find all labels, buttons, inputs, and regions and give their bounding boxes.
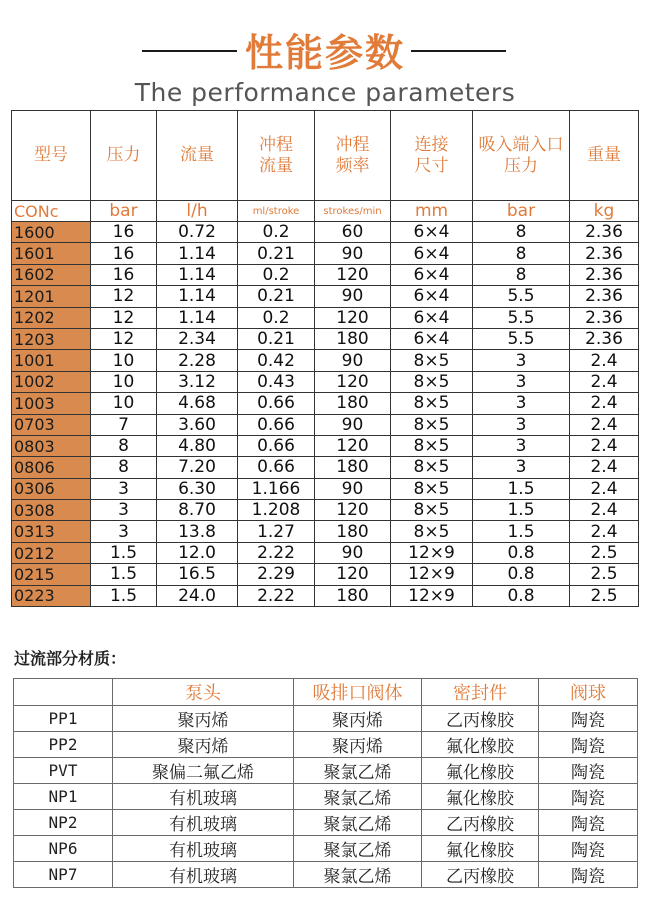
table-cell: 60 <box>315 222 391 243</box>
table-cell: 聚丙烯 <box>294 706 422 732</box>
table-cell: 聚丙烯 <box>113 732 294 758</box>
table-cell: 陶瓷 <box>539 758 638 784</box>
table-cell: 0.8 <box>473 542 570 563</box>
table-row <box>12 478 639 499</box>
table-cell: 8×5 <box>391 478 473 499</box>
table-cell: 3 <box>473 435 570 456</box>
table-cell: 8×5 <box>391 393 473 414</box>
table-cell: 7 <box>91 414 157 435</box>
table-cell: 1.5 <box>473 478 570 499</box>
table-row <box>12 350 639 371</box>
page-subtitle: The performance parameters <box>134 78 516 107</box>
performance-header-cell: 冲程 频率 <box>315 111 391 201</box>
table-cell: 0.21 <box>238 328 315 349</box>
table-row <box>12 307 639 328</box>
page-title: 性能参数 <box>244 31 405 75</box>
table-row <box>14 862 638 888</box>
table-cell: 氟化橡胶 <box>422 836 539 862</box>
table-cell: 120 <box>315 500 391 521</box>
table-cell: 10 <box>91 371 157 392</box>
model-cell: 1002 <box>12 371 91 392</box>
table-cell: 2.4 <box>570 371 639 392</box>
table-cell: 2.36 <box>570 243 639 264</box>
table-cell: 1.208 <box>238 500 315 521</box>
table-row <box>14 810 638 836</box>
model-cell: 1001 <box>12 350 91 371</box>
table-cell: 3 <box>91 500 157 521</box>
table-cell: 2.4 <box>570 478 639 499</box>
table-cell: 聚氯乙烯 <box>294 862 422 888</box>
table-row <box>12 521 639 542</box>
performance-header-cell: 流量 <box>157 111 238 201</box>
table-cell: 4.68 <box>157 393 238 414</box>
table-row <box>14 836 638 862</box>
table-cell: 180 <box>315 585 391 606</box>
materials-header-cell: 泵头 <box>113 679 294 706</box>
table-cell: 90 <box>315 350 391 371</box>
table-cell: 2.28 <box>157 350 238 371</box>
table-cell: 6×4 <box>391 222 473 243</box>
table-cell: 1.5 <box>91 542 157 563</box>
table-cell: 乙丙橡胶 <box>422 862 539 888</box>
table-cell: 12×9 <box>391 585 473 606</box>
table-cell: 3.60 <box>157 414 238 435</box>
table-cell: 2.4 <box>570 500 639 521</box>
performance-unit-cell: l/h <box>157 201 238 222</box>
table-cell: 6.30 <box>157 478 238 499</box>
table-cell: 8×5 <box>391 435 473 456</box>
table-cell: 0.66 <box>238 457 315 478</box>
table-cell: 有机玻璃 <box>113 862 294 888</box>
table-row <box>14 706 638 732</box>
table-cell: 2.4 <box>570 457 639 478</box>
table-row <box>12 286 639 307</box>
table-cell: 3 <box>473 350 570 371</box>
table-cell: 90 <box>315 286 391 307</box>
materials-title: 过流部分材质： <box>14 649 127 668</box>
table-cell: 12.0 <box>157 542 238 563</box>
table-cell: 2.4 <box>570 521 639 542</box>
table-cell: 聚丙烯 <box>113 706 294 732</box>
table-cell: 120 <box>315 264 391 285</box>
table-cell: 乙丙橡胶 <box>422 706 539 732</box>
table-cell: 90 <box>315 414 391 435</box>
table-cell: 8×5 <box>391 457 473 478</box>
material-code-cell: PVT <box>14 758 113 784</box>
table-cell: 8 <box>473 222 570 243</box>
table-cell: 16 <box>91 264 157 285</box>
model-cell: 0212 <box>12 542 91 563</box>
material-code-cell: NP7 <box>14 862 113 888</box>
table-cell: 氟化橡胶 <box>422 732 539 758</box>
performance-header-cell: 压力 <box>91 111 157 201</box>
table-cell: 120 <box>315 564 391 585</box>
table-cell: 5.5 <box>473 286 570 307</box>
table-cell: 2.4 <box>570 435 639 456</box>
table-cell: 8 <box>473 243 570 264</box>
table-cell: 聚氯乙烯 <box>294 810 422 836</box>
model-cell: 1003 <box>12 393 91 414</box>
table-cell: 2.36 <box>570 328 639 349</box>
table-row <box>12 500 639 521</box>
table-cell: 聚氯乙烯 <box>294 758 422 784</box>
table-cell: 有机玻璃 <box>113 810 294 836</box>
table-row <box>12 328 639 349</box>
table-cell: 0.8 <box>473 585 570 606</box>
table-cell: 聚氯乙烯 <box>294 784 422 810</box>
table-cell: 聚丙烯 <box>294 732 422 758</box>
table-cell: 2.29 <box>238 564 315 585</box>
table-cell: 2.5 <box>570 564 639 585</box>
table-cell: 120 <box>315 435 391 456</box>
table-cell: 1.14 <box>157 286 238 307</box>
table-row <box>12 371 639 392</box>
table-cell: 陶瓷 <box>539 732 638 758</box>
table-cell: 1.5 <box>91 585 157 606</box>
table-cell: 有机玻璃 <box>113 836 294 862</box>
performance-unit-cell: kg <box>570 201 639 222</box>
table-cell: 聚氯乙烯 <box>294 836 422 862</box>
table-cell: 陶瓷 <box>539 862 638 888</box>
table-cell: 90 <box>315 478 391 499</box>
table-cell: 24.0 <box>157 585 238 606</box>
table-cell: 5.5 <box>473 328 570 349</box>
table-cell: 7.20 <box>157 457 238 478</box>
table-cell: 聚偏二氟乙烯 <box>113 758 294 784</box>
performance-unit-cell: mm <box>391 201 473 222</box>
performance-unit-cell: ml/stroke <box>238 201 315 222</box>
table-cell: 12 <box>91 286 157 307</box>
table-cell: 3 <box>91 521 157 542</box>
materials-header-row <box>14 679 638 706</box>
materials-header-cell: 密封件 <box>422 679 539 706</box>
table-cell: 1.14 <box>157 307 238 328</box>
table-cell: 1.14 <box>157 264 238 285</box>
table-cell: 8 <box>91 457 157 478</box>
table-cell: 0.72 <box>157 222 238 243</box>
model-cell: 1201 <box>12 286 91 307</box>
table-cell: 0.66 <box>238 435 315 456</box>
table-cell: 16.5 <box>157 564 238 585</box>
table-cell: 180 <box>315 393 391 414</box>
table-row <box>12 414 639 435</box>
table-cell: 12 <box>91 328 157 349</box>
table-cell: 8 <box>91 435 157 456</box>
table-row <box>12 243 639 264</box>
table-cell: 10 <box>91 350 157 371</box>
table-cell: 1.5 <box>473 521 570 542</box>
materials-header-cell: 阀球 <box>539 679 638 706</box>
table-cell: 1.14 <box>157 243 238 264</box>
table-cell: 0.2 <box>238 307 315 328</box>
table-row <box>14 784 638 810</box>
performance-units-row <box>12 201 639 222</box>
model-cell: 0308 <box>12 500 91 521</box>
table-cell: 陶瓷 <box>539 810 638 836</box>
material-code-cell: NP1 <box>14 784 113 810</box>
table-cell: 2.34 <box>157 328 238 349</box>
materials-header-cell <box>14 679 113 706</box>
table-cell: 陶瓷 <box>539 706 638 732</box>
table-cell: 0.66 <box>238 414 315 435</box>
table-row <box>12 222 639 243</box>
table-cell: 1.27 <box>238 521 315 542</box>
table-row <box>12 264 639 285</box>
page-header <box>0 0 650 110</box>
performance-header-cell: 型号 <box>12 111 91 201</box>
table-row <box>12 542 639 563</box>
table-cell: 12×9 <box>391 542 473 563</box>
material-code-cell: PP2 <box>14 732 113 758</box>
model-cell: 1602 <box>12 264 91 285</box>
table-cell: 8×5 <box>391 500 473 521</box>
performance-table-body <box>12 222 639 607</box>
model-cell: 0223 <box>12 585 91 606</box>
model-cell: 1600 <box>12 222 91 243</box>
table-cell: 1.166 <box>238 478 315 499</box>
table-cell: 6×4 <box>391 286 473 307</box>
table-cell: 2.36 <box>570 222 639 243</box>
performance-unit-cell: bar <box>91 201 157 222</box>
table-cell: 0.43 <box>238 371 315 392</box>
table-cell: 8 <box>473 264 570 285</box>
performance-unit-cell: strokes/min <box>315 201 391 222</box>
performance-header-cell: 冲程 流量 <box>238 111 315 201</box>
table-cell: 0.2 <box>238 222 315 243</box>
table-cell: 有机玻璃 <box>113 784 294 810</box>
table-cell: 90 <box>315 542 391 563</box>
table-row <box>12 435 639 456</box>
model-cell: 0215 <box>12 564 91 585</box>
table-cell: 2.4 <box>570 414 639 435</box>
table-cell: 120 <box>315 307 391 328</box>
table-cell: 6×4 <box>391 328 473 349</box>
table-cell: 8×5 <box>391 521 473 542</box>
table-cell: 3 <box>473 393 570 414</box>
table-cell: 0.66 <box>238 393 315 414</box>
table-cell: 2.5 <box>570 585 639 606</box>
materials-table-body <box>14 706 638 888</box>
table-row <box>12 393 639 414</box>
table-cell: 4.80 <box>157 435 238 456</box>
table-cell: 2.36 <box>570 264 639 285</box>
table-cell: 2.22 <box>238 585 315 606</box>
table-cell: 180 <box>315 328 391 349</box>
model-cell: 0803 <box>12 435 91 456</box>
table-cell: 16 <box>91 243 157 264</box>
model-cell: 0313 <box>12 521 91 542</box>
table-cell: 12×9 <box>391 564 473 585</box>
table-row <box>12 585 639 606</box>
table-cell: 2.5 <box>570 542 639 563</box>
table-cell: 0.8 <box>473 564 570 585</box>
table-cell: 8×5 <box>391 414 473 435</box>
table-cell: 0.21 <box>238 243 315 264</box>
table-cell: 12 <box>91 307 157 328</box>
table-cell: 90 <box>315 243 391 264</box>
table-cell: 3.12 <box>157 371 238 392</box>
model-cell: 0806 <box>12 457 91 478</box>
materials-header-cell: 吸排口阀体 <box>294 679 422 706</box>
table-cell: 0.21 <box>238 286 315 307</box>
material-code-cell: PP1 <box>14 706 113 732</box>
table-cell: 3 <box>473 371 570 392</box>
table-cell: 5.5 <box>473 307 570 328</box>
table-row <box>12 564 639 585</box>
table-cell: 0.2 <box>238 264 315 285</box>
model-cell: 0306 <box>12 478 91 499</box>
table-cell: 2.36 <box>570 307 639 328</box>
table-cell: 3 <box>473 457 570 478</box>
table-cell: 6×4 <box>391 307 473 328</box>
table-cell: 0.42 <box>238 350 315 371</box>
table-row <box>14 758 638 784</box>
table-cell: 13.8 <box>157 521 238 542</box>
performance-header-cell: 重量 <box>570 111 639 201</box>
table-cell: 180 <box>315 521 391 542</box>
performance-table <box>11 110 639 607</box>
table-cell: 16 <box>91 222 157 243</box>
material-code-cell: NP2 <box>14 810 113 836</box>
model-cell: 1202 <box>12 307 91 328</box>
table-cell: 陶瓷 <box>539 836 638 862</box>
table-cell: 10 <box>91 393 157 414</box>
table-cell: 8×5 <box>391 371 473 392</box>
table-cell: 2.4 <box>570 393 639 414</box>
table-cell: 乙丙橡胶 <box>422 810 539 836</box>
table-cell: 6×4 <box>391 243 473 264</box>
title-divider-right <box>411 50 506 52</box>
table-cell: 8×5 <box>391 350 473 371</box>
model-cell: 1203 <box>12 328 91 349</box>
model-cell: 1601 <box>12 243 91 264</box>
table-cell: 180 <box>315 457 391 478</box>
model-cell: 0703 <box>12 414 91 435</box>
table-cell: 2.4 <box>570 350 639 371</box>
material-code-cell: NP6 <box>14 836 113 862</box>
table-cell: 120 <box>315 371 391 392</box>
performance-header-row <box>12 111 639 201</box>
performance-unit-cell: bar <box>473 201 570 222</box>
table-cell: 6×4 <box>391 264 473 285</box>
table-cell: 陶瓷 <box>539 784 638 810</box>
table-row <box>12 457 639 478</box>
materials-table <box>13 678 638 888</box>
performance-unit-cell: CONc <box>12 201 91 222</box>
table-cell: 1.5 <box>473 500 570 521</box>
table-cell: 8.70 <box>157 500 238 521</box>
table-cell: 3 <box>473 414 570 435</box>
table-cell: 1.5 <box>91 564 157 585</box>
table-cell: 2.36 <box>570 286 639 307</box>
performance-header-cell: 连接 尺寸 <box>391 111 473 201</box>
performance-header-cell: 吸入端入口 压力 <box>473 111 570 201</box>
table-cell: 氟化橡胶 <box>422 784 539 810</box>
table-cell: 2.22 <box>238 542 315 563</box>
table-cell: 3 <box>91 478 157 499</box>
table-row <box>14 732 638 758</box>
table-cell: 氟化橡胶 <box>422 758 539 784</box>
